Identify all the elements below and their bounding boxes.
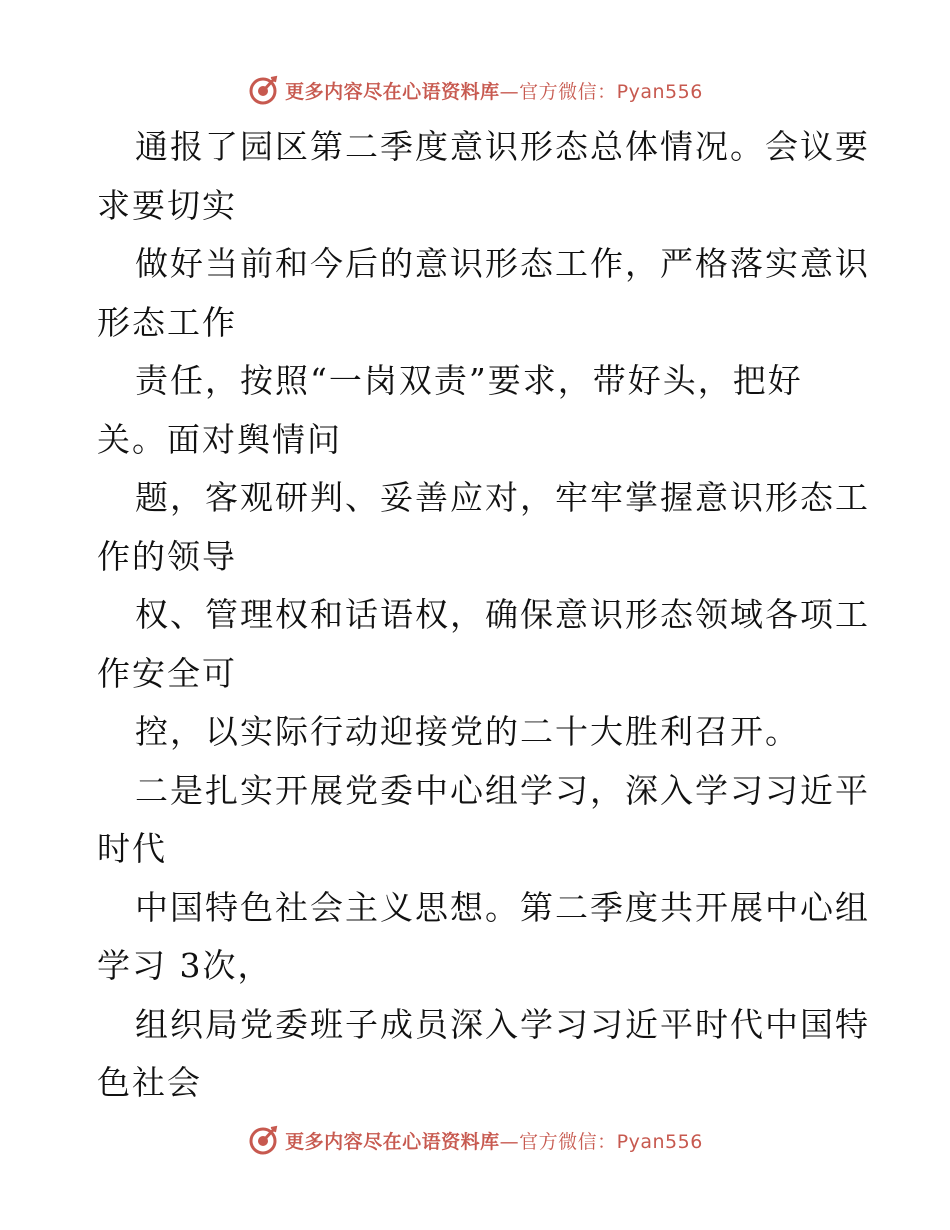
watermark-contact: —官方微信：Pyan556 (499, 1130, 703, 1153)
watermark-contact: —官方微信：Pyan556 (499, 80, 703, 103)
brand-logo-icon (247, 1124, 279, 1156)
watermark-text (285, 1127, 703, 1154)
footer-watermark (0, 1122, 950, 1158)
text-line: 色社会 (97, 1063, 202, 1102)
watermark-text (285, 77, 703, 104)
text-line: 控，以实际行动迎接党的二十大胜利召开。 (135, 712, 800, 751)
brand-logo-icon (247, 74, 279, 106)
header-watermark (0, 72, 950, 108)
text-line: 作的领导 (97, 536, 237, 576)
text-line: 求要切实 (97, 185, 237, 225)
watermark-brand: 更多内容尽在心语资料库 (285, 80, 500, 103)
text-line: 学习 3次， (97, 946, 273, 985)
watermark-brand: 更多内容尽在心语资料库 (285, 1130, 500, 1153)
text-line: 权、管理权和话语权，确保意识形态领域各项工 (135, 595, 870, 634)
text-line: 题，客观研判、妥善应对，牢牢掌握意识形态工 (135, 478, 870, 517)
text-line: 关。面对舆情问 (97, 419, 342, 459)
document-body (97, 118, 870, 1113)
text-line: 组织局党委班子成员深入学习习近平时代中国特 (135, 1004, 870, 1044)
text-line: 二是扎实开展党委中心组学习，深入学习习近平 (135, 770, 870, 810)
text-line: 时代 (97, 829, 167, 868)
text-line: 中国特色社会主义思想。第二季度共开展中心组 (135, 887, 870, 927)
text-line: 做好当前和今后的意识形态工作，严格落实意识 (135, 244, 870, 283)
text-line: 通报了园区第二季度意识形态总体情况。会议要 (135, 127, 870, 166)
text-line: 形态工作 (97, 302, 237, 342)
text-line: 责任，按照“一岗双责”要求，带好头，把好 (135, 361, 803, 400)
text-line: 作安全可 (97, 653, 237, 693)
